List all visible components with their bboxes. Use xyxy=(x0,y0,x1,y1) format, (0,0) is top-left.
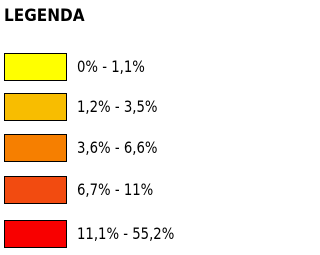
legend-item-4 xyxy=(4,220,174,248)
range-label: 3,6% - 6,6% xyxy=(77,138,158,157)
legend-item-1 xyxy=(4,93,174,121)
color-swatch xyxy=(4,134,67,162)
color-swatch xyxy=(4,93,67,121)
legend-item-3 xyxy=(4,176,174,204)
color-swatch xyxy=(4,176,67,204)
range-label: 1,2% - 3,5% xyxy=(77,97,158,116)
legend-title: LEGENDA xyxy=(4,6,85,26)
legend-item-2 xyxy=(4,134,174,162)
range-label: 6,7% - 11% xyxy=(77,180,154,199)
range-label: 11,1% - 55,2% xyxy=(77,224,175,243)
range-label: 0% - 1,1% xyxy=(77,57,145,76)
color-swatch xyxy=(4,53,67,81)
legend-item-0 xyxy=(4,53,174,81)
color-swatch xyxy=(4,220,67,248)
